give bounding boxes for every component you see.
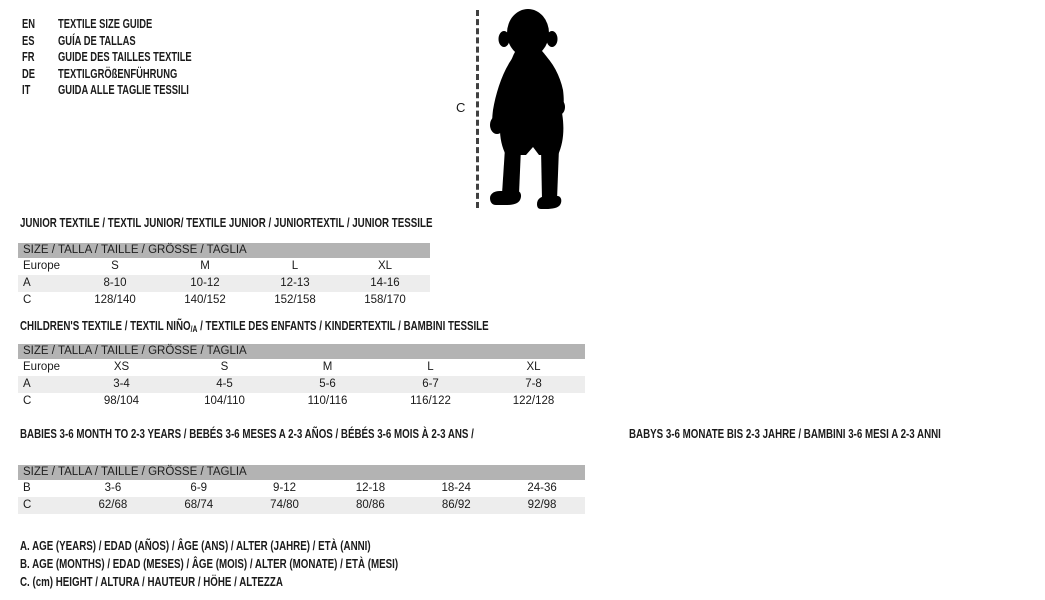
babies-size-table: [18, 465, 585, 514]
footnote-a: A. AGE (YEARS) / EDAD (AÑOS) / ÂGE (ANS) / ALTER (JAHRE) / ETÀ (ANNI): [20, 538, 371, 553]
value-cell: 18-24: [441, 482, 471, 494]
children-title-part1: CHILDREN'S TEXTILE / TEXTIL NIÑO: [20, 318, 191, 333]
lang-label-it: GUIDA ALLE TAGLIE TESSILI: [58, 83, 189, 97]
babies-title-line2: BABYS 3-6 MONATE BIS 2-3 JAHRE / BAMBINI 3-6 MESI A 2-3 ANNI: [628, 426, 941, 441]
value-cell: 4-5: [173, 376, 276, 393]
value-cell: 128/140: [94, 294, 136, 306]
lang-label-en: TEXTILE SIZE GUIDE: [58, 17, 153, 31]
value-cell: 110/116: [307, 395, 348, 407]
table-row-age: [18, 275, 430, 292]
value-cell: 92/98: [499, 497, 585, 514]
value-cell: 122/128: [512, 395, 555, 407]
row-label: C: [23, 294, 32, 306]
value-cell: 24-36: [527, 482, 557, 494]
size-header-row: [18, 465, 585, 480]
size-header-row: [18, 344, 585, 359]
height-figure: [450, 0, 600, 215]
table-row-europe: [18, 258, 430, 275]
size-cell: M: [322, 361, 333, 373]
footnote-c: C. (cm) HEIGHT / ALTURA / HAUTEUR / HÖHE / ALTEZZA: [20, 574, 283, 589]
value-cell: 9-12: [273, 482, 297, 494]
value-cell: 158/170: [364, 294, 406, 306]
size-header-label: SIZE / TALLA / TAILLE / GRÖSSE / TAGLIA: [18, 243, 430, 258]
lang-code-en: EN: [22, 17, 36, 31]
value-cell: 5-6: [276, 376, 379, 393]
value-cell: 12-18: [355, 482, 386, 494]
row-label: Europe: [23, 260, 61, 272]
row-label: C: [18, 497, 70, 514]
lang-label-fr: GUIDE DES TAILLES TEXTILE: [58, 50, 192, 64]
size-cell: XL: [526, 361, 541, 373]
value-cell: 140/152: [184, 294, 226, 306]
footnote-b: B. AGE (MONTHS) / EDAD (MESES) / ÂGE (MOIS) / ALTER (MONATE) / ETÀ (MESI): [20, 556, 399, 571]
value-cell: 10-12: [160, 275, 250, 292]
size-cell: XS: [113, 361, 130, 373]
lang-label-es: GUÍA DE TALLAS: [58, 33, 136, 48]
value-cell: 74/80: [242, 497, 328, 514]
lang-code-de: DE: [22, 66, 36, 81]
value-cell: 6-7: [379, 376, 482, 393]
babies-title-line1: BABIES 3-6 MONTH TO 2-3 YEARS / BEBÉS 3-6 MESES A 2-3 AÑOS / BÉBÉS 3-6 MOIS À 2-3 ANS /: [20, 426, 474, 441]
value-cell: 152/158: [274, 294, 316, 306]
children-title-part2: / TEXTILE DES ENFANTS / KINDERTEXTIL / BAMBINI TESSILE: [197, 318, 489, 333]
height-measure-label: C: [456, 100, 466, 115]
value-cell: 7-8: [482, 376, 585, 393]
lang-label-de: TEXTILGRÖßENFÜHRUNG: [58, 66, 178, 81]
size-header-label: SIZE / TALLA / TAILLE / GRÖSSE / TAGLIA: [18, 344, 585, 359]
toddler-silhouette-icon: [487, 8, 591, 210]
size-cell: S: [111, 260, 119, 272]
value-cell: 14-16: [340, 275, 430, 292]
row-label: A: [18, 376, 70, 393]
value-cell: 86/92: [413, 497, 499, 514]
children-size-table: [18, 344, 585, 410]
lang-code-fr: FR: [22, 50, 35, 64]
children-title-subscript: /A: [190, 324, 198, 334]
babies-table-title: [20, 426, 1045, 442]
value-cell: 116/122: [410, 395, 451, 407]
table-row-height: [18, 292, 430, 309]
size-cell: XL: [377, 260, 393, 272]
row-label: Europe: [23, 361, 61, 373]
value-cell: 6-9: [190, 482, 208, 494]
value-cell: 62/68: [70, 497, 156, 514]
value-cell: 3-6: [104, 482, 122, 494]
row-label: B: [23, 482, 31, 494]
children-table-title: [20, 319, 489, 336]
junior-table-title: JUNIOR TEXTILE / TEXTIL JUNIOR/ TEXTILE JUNIOR / JUNIORTEXTIL / JUNIOR TESSILE: [20, 215, 433, 230]
height-dashed-line: [476, 10, 479, 208]
size-cell: L: [427, 361, 434, 373]
table-row-months: [18, 480, 585, 497]
value-cell: 8-10: [70, 275, 160, 292]
table-row-age: [18, 376, 585, 393]
value-cell: 68/74: [156, 497, 242, 514]
value-cell: 12-13: [250, 275, 340, 292]
row-label: C: [23, 395, 32, 407]
value-cell: 98/104: [103, 395, 140, 407]
size-cell: L: [291, 260, 299, 272]
table-row-europe: [18, 359, 585, 376]
junior-size-table: [18, 243, 430, 309]
lang-code-es: ES: [22, 33, 35, 48]
size-header-label: SIZE / TALLA / TAILLE / GRÖSSE / TAGLIA: [18, 465, 585, 480]
table-row-height: [18, 497, 585, 514]
value-cell: 104/110: [204, 395, 245, 407]
size-cell: S: [220, 361, 229, 373]
size-cell: M: [200, 260, 210, 272]
footnote-legend: [20, 537, 600, 591]
table-row-height: [18, 393, 585, 410]
value-cell: 3-4: [70, 376, 173, 393]
size-header-row: [18, 243, 430, 258]
lang-code-it: IT: [22, 83, 31, 97]
value-cell: 80/86: [327, 497, 413, 514]
row-label: A: [18, 275, 70, 292]
